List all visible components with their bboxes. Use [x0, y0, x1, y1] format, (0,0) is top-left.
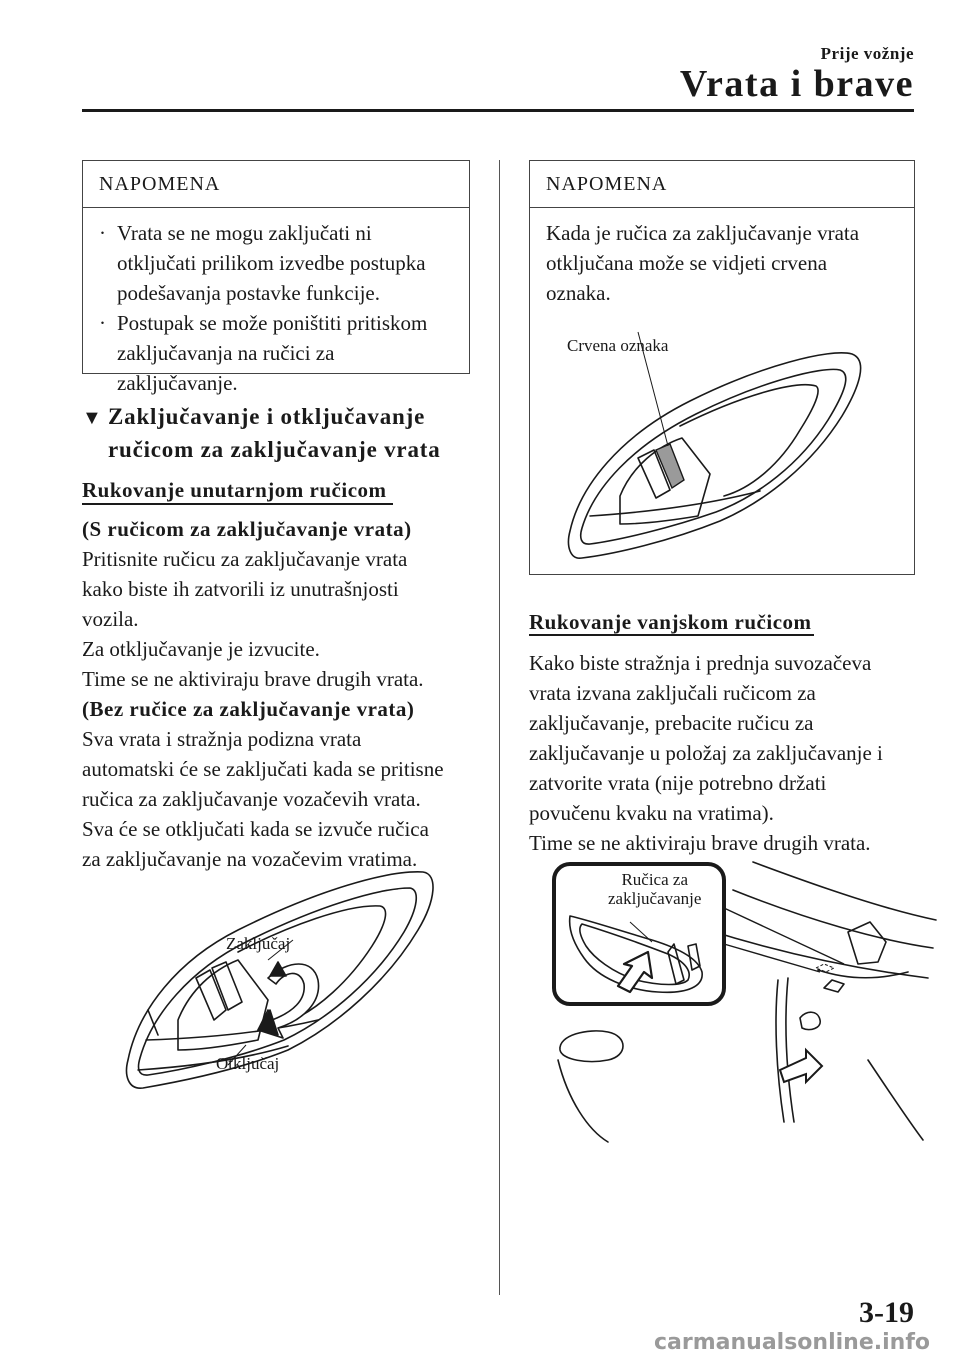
page-title: Vrata i brave [679, 63, 914, 105]
note-heading: NAPOMENA [530, 161, 914, 208]
para-line: Pritisnite ručicu za zaključavanje vrata [82, 547, 408, 571]
outside-text [529, 648, 929, 858]
note-line: podešavanja postavke funkcije. [117, 281, 380, 305]
para-line: Sva će se otključati kada se izvuče ručica [82, 817, 429, 841]
triangle-marker-icon: ▼ [82, 407, 103, 429]
page-number: 3-19 [859, 1296, 914, 1329]
para-line: zatvorite vrata (nije potrebno držati [529, 771, 827, 795]
note-line: otključati prilikom izvedbe postupka [117, 251, 426, 275]
para-line: automatski će se zaključati kada se pritisne [82, 757, 444, 781]
para-line: zaključavanje u položaj za zaključavanje i [529, 741, 883, 765]
red-mark-illustration [560, 346, 890, 566]
lock-lever-illustration [118, 860, 448, 1105]
heading-underline [529, 634, 814, 636]
note-box-right [529, 160, 915, 575]
note-box-left [82, 160, 470, 395]
bullet-dot: · [99, 311, 106, 335]
section-heading-line: ručicom za zaključavanje vrata [108, 437, 441, 462]
unlock-label: Otključaj [216, 1054, 280, 1073]
para-line: Sva vrata i stražnja podizna vrata [82, 727, 362, 751]
note-body [530, 208, 914, 320]
para-line: vozila. [82, 607, 139, 631]
lock-label: Zaključaj [226, 934, 291, 953]
fig-label-line: zaključavanje [608, 889, 702, 908]
note-bullet [99, 308, 455, 398]
note-line: zaključavanja na ručici za [117, 341, 335, 365]
note-heading: NAPOMENA [83, 161, 469, 208]
watermark: carmanualsonline.info [654, 1330, 930, 1355]
para-line: povučenu kvaku na vratima). [529, 801, 774, 825]
para-line: Time se ne aktiviraju brave drugih vrata. [529, 831, 871, 855]
with-lever-label: (S ručicom za zaključavanje vrata) [82, 517, 412, 541]
door-lock-lever-label [604, 870, 705, 908]
para-line: ručica za zaključavanje vozačevih vrata. [82, 787, 421, 811]
subsection-heading-inside: Rukovanje unutarnjom ručicom [82, 478, 387, 502]
subsection-heading-outside: Rukovanje vanjskom ručicom [529, 610, 812, 634]
para-line: zaključavanje, prebacite ručicu za [529, 711, 814, 735]
note-line: oznaka. [546, 281, 611, 305]
note-line: Kada je ručica za zaključavanje vrata [546, 221, 860, 245]
section-heading-line: Zaključavanje i otključavanje [108, 404, 426, 429]
para-line: Time se ne aktiviraju brave drugih vrata. [82, 667, 424, 691]
section-heading [82, 400, 508, 466]
without-lever-label: (Bez ručice za zaključavanje vrata) [82, 697, 415, 721]
para-line: Kako biste stražnja i prednja suvozačeva [529, 651, 872, 675]
para-line: za zaključavanje na vozačevim vratima. [82, 847, 418, 871]
note-line: zaključavanje. [117, 371, 238, 395]
para-line: Za otključavanje je izvucite. [82, 637, 320, 661]
note-line: otključana može se vidjeti crvena [546, 251, 828, 275]
para-line: vrata izvana zaključali ručicom za [529, 681, 816, 705]
fig-label-line: Ručica za [621, 870, 688, 889]
para-line: kako biste ih zatvorili iz unutrašnjosti [82, 577, 399, 601]
note-line: Vrata se ne mogu zaključati ni [117, 221, 372, 245]
section-label: Prije vožnje [820, 44, 914, 63]
note-body [83, 208, 469, 410]
note-line: Postupak se može poništiti pritiskom [117, 311, 428, 335]
inside-text [82, 514, 482, 874]
red-mark-label: Crvena oznaka [567, 336, 669, 355]
column-divider [499, 160, 500, 1295]
heading-underline [82, 503, 393, 505]
note-bullet [99, 218, 455, 308]
bullet-dot: · [99, 221, 106, 245]
header-rule [82, 109, 914, 112]
